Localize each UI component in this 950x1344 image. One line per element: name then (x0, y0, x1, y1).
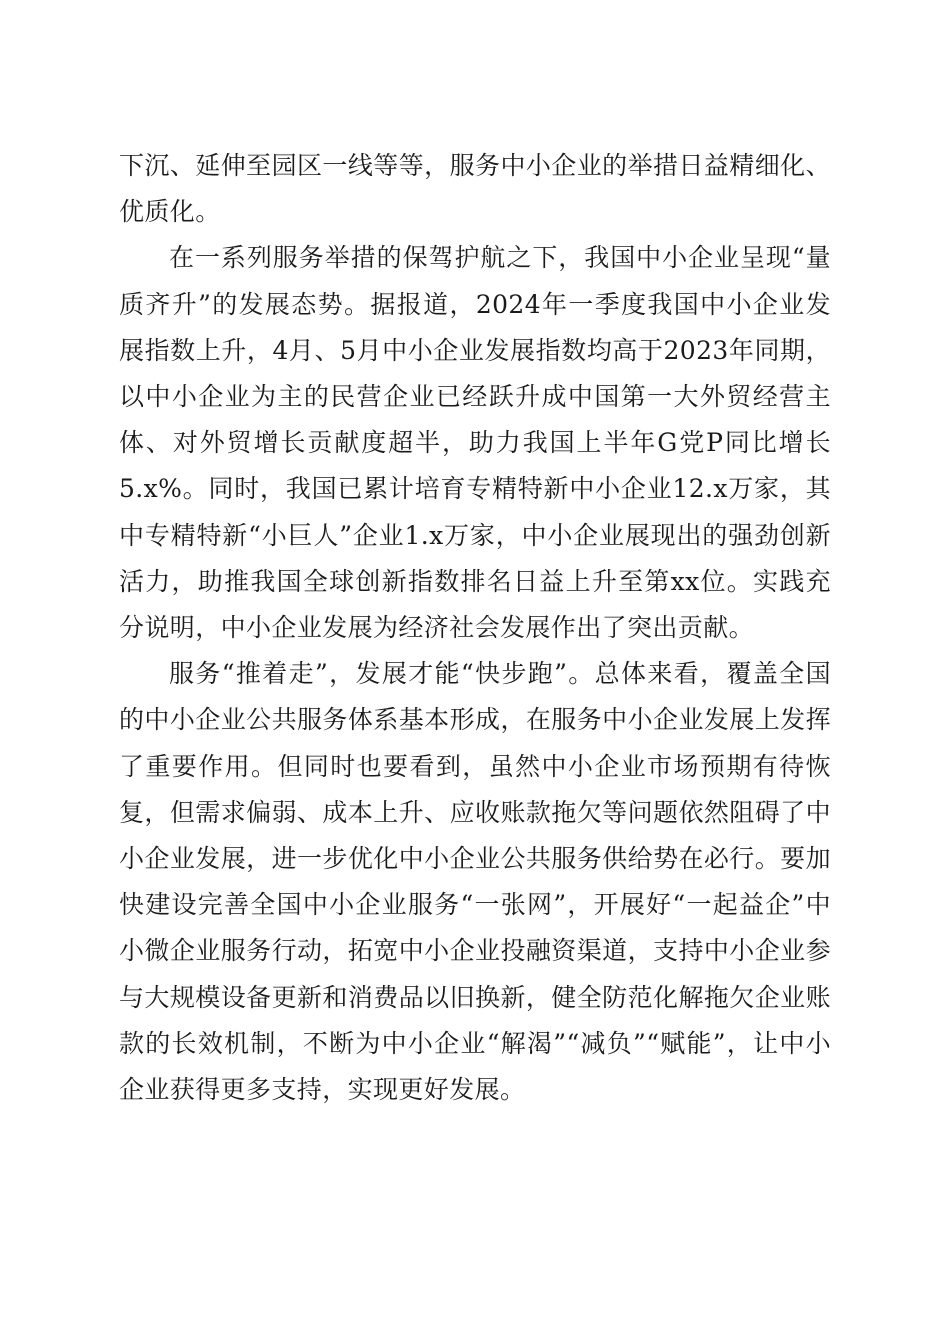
paragraph-continuation: 下沉、延伸至园区一线等等，服务中小企业的举措日益精细化、优质化。 (119, 151, 831, 227)
paragraph-development-trend: 在一系列服务举措的保驾护航之下，我国中小企业呈现“量质齐升”的发展态势。据报道，2024年一季度我国中小企业发展指数上升，4月、5月中小企业发展指数均高于2023年同期，以中小企业为主的民营企业已经跃升成中国第一大外贸经营主体、对外贸增长贡献度超半，助力我国上半年G党P同比增长5.x%。同时，我国已累计培育专精特新中小企业12.x万家，其中专精特新“小巨人”企业1.x万家，中小企业展现出的强劲创新活力，助推我国全球创新指数排名日益上升至第xx位。实践充分说明，中小企业发展为经济社会发展作出了突出贡献。 (119, 243, 831, 643)
body-text (119, 143, 831, 1113)
paragraph-service-optimization: 服务“推着走”，发展才能“快步跑”。总体来看，覆盖全国的中小企业公共服务体系基本形成，在服务中小企业发展上发挥了重要作用。但同时也要看到，虽然中小企业市场预期有待恢复，但需求偏弱、成本上升、应收账款拖欠等问题依然阻碍了中小企业发展，进一步优化中小企业公共服务供给势在必行。要加快建设完善全国中小企业服务“一张网”，开展好“一起益企”中小微企业服务行动，拓宽中小企业投融资渠道，支持中小企业参与大规模设备更新和消费品以旧换新，健全防范化解拖欠企业账款的长效机制，不断为中小企业“解渴”“减负”“赋能”，让中小企业获得更多支持，实现更好发展。 (119, 659, 831, 1105)
